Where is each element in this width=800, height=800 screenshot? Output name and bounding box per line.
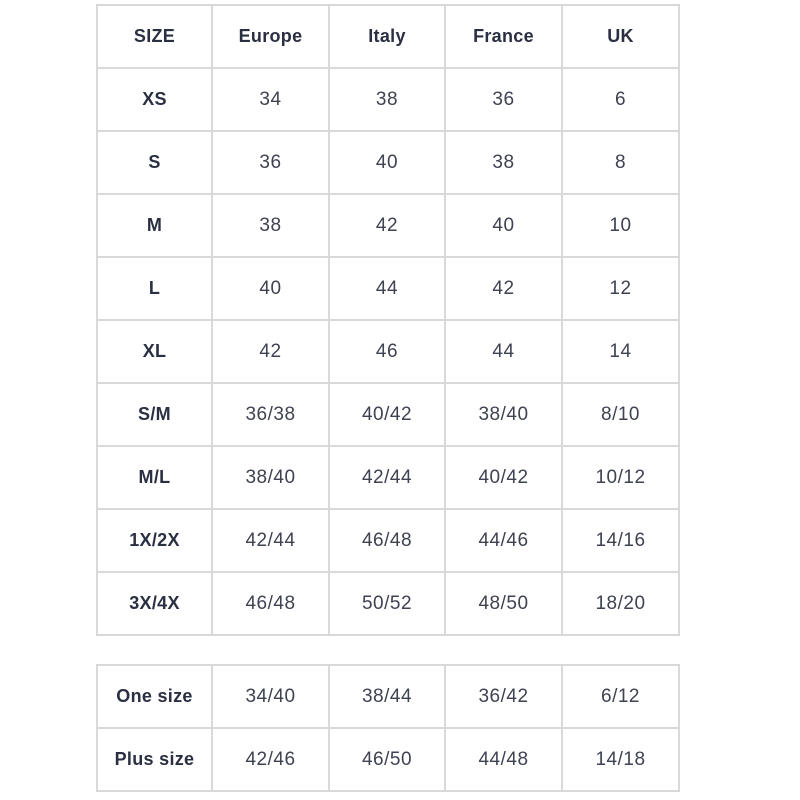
special-sizes-table <box>96 664 680 792</box>
size-row <box>97 572 679 635</box>
size-value-cell: 46 <box>329 320 445 383</box>
size-label-cell: S/M <box>97 383 212 446</box>
size-value-cell: 42/44 <box>329 446 445 509</box>
size-value-cell: 44/46 <box>445 509 562 572</box>
size-value-cell: 46/50 <box>329 728 445 791</box>
size-value-cell: 38/40 <box>445 383 562 446</box>
size-value-cell: 46/48 <box>212 572 329 635</box>
size-value-cell: 40 <box>445 194 562 257</box>
size-value-cell: 40/42 <box>445 446 562 509</box>
size-value-cell: 8/10 <box>562 383 679 446</box>
column-header: Europe <box>212 5 329 68</box>
size-value-cell: 42/46 <box>212 728 329 791</box>
column-header: UK <box>562 5 679 68</box>
size-value-cell: 10 <box>562 194 679 257</box>
size-row <box>97 446 679 509</box>
size-value-cell: 38/40 <box>212 446 329 509</box>
size-value-cell: 34 <box>212 68 329 131</box>
size-value-cell: 44 <box>329 257 445 320</box>
size-value-cell: 40 <box>329 131 445 194</box>
size-value-cell: 46/48 <box>329 509 445 572</box>
size-label-cell: L <box>97 257 212 320</box>
size-label-cell: 1X/2X <box>97 509 212 572</box>
size-value-cell: 42 <box>445 257 562 320</box>
size-label-cell: XL <box>97 320 212 383</box>
size-value-cell: 36 <box>445 68 562 131</box>
size-label-cell: 3X/4X <box>97 572 212 635</box>
size-value-cell: 8 <box>562 131 679 194</box>
size-row <box>97 383 679 446</box>
size-value-cell: 40/42 <box>329 383 445 446</box>
size-value-cell: 40 <box>212 257 329 320</box>
size-value-cell: 44/48 <box>445 728 562 791</box>
size-row <box>97 68 679 131</box>
size-row <box>97 131 679 194</box>
size-value-cell: 6/12 <box>562 665 679 728</box>
size-value-cell: 14/18 <box>562 728 679 791</box>
size-value-cell: 44 <box>445 320 562 383</box>
column-header: SIZE <box>97 5 212 68</box>
column-header: Italy <box>329 5 445 68</box>
header-row <box>97 5 679 68</box>
size-label-cell: M/L <box>97 446 212 509</box>
size-value-cell: 36/38 <box>212 383 329 446</box>
size-label-cell: Plus size <box>97 728 212 791</box>
size-value-cell: 34/40 <box>212 665 329 728</box>
size-value-cell: 10/12 <box>562 446 679 509</box>
size-value-cell: 42 <box>329 194 445 257</box>
size-value-cell: 38/44 <box>329 665 445 728</box>
size-value-cell: 36 <box>212 131 329 194</box>
size-value-cell: 12 <box>562 257 679 320</box>
size-conversion-table <box>96 4 680 636</box>
size-value-cell: 6 <box>562 68 679 131</box>
size-value-cell: 38 <box>212 194 329 257</box>
size-value-cell: 38 <box>445 131 562 194</box>
size-value-cell: 42 <box>212 320 329 383</box>
special-size-row <box>97 665 679 728</box>
size-value-cell: 38 <box>329 68 445 131</box>
size-row <box>97 194 679 257</box>
size-label-cell: XS <box>97 68 212 131</box>
special-size-row <box>97 728 679 791</box>
size-value-cell: 50/52 <box>329 572 445 635</box>
size-row <box>97 320 679 383</box>
size-value-cell: 48/50 <box>445 572 562 635</box>
size-value-cell: 18/20 <box>562 572 679 635</box>
size-value-cell: 42/44 <box>212 509 329 572</box>
size-label-cell: M <box>97 194 212 257</box>
size-value-cell: 36/42 <box>445 665 562 728</box>
size-row <box>97 509 679 572</box>
column-header: France <box>445 5 562 68</box>
size-value-cell: 14/16 <box>562 509 679 572</box>
size-row <box>97 257 679 320</box>
size-label-cell: S <box>97 131 212 194</box>
size-value-cell: 14 <box>562 320 679 383</box>
size-label-cell: One size <box>97 665 212 728</box>
